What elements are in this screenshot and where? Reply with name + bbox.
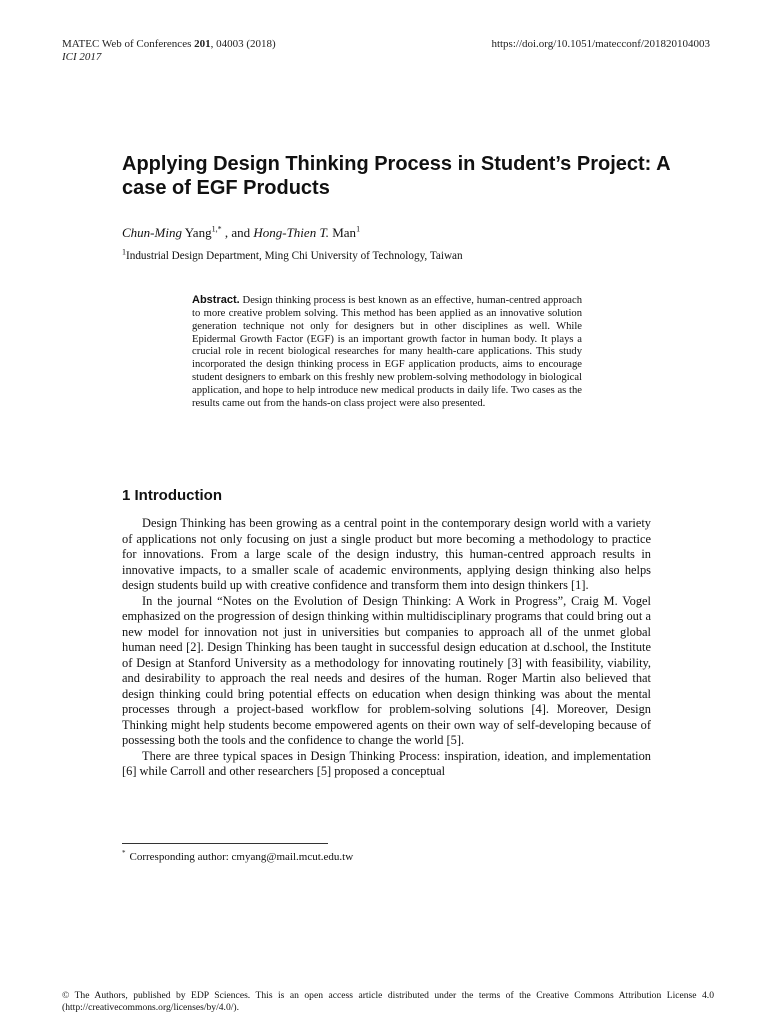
author-list xyxy=(122,225,360,241)
footnote-divider xyxy=(122,843,328,844)
author1-given-name: Chun-Ming xyxy=(122,225,182,240)
footnote xyxy=(122,851,353,864)
conference-name: ICI 2017 xyxy=(62,51,102,63)
journal-prefix: MATEC Web of Conferences xyxy=(62,38,195,50)
doi-link[interactable]: https://doi.org/10.1051/matecconf/201820104003 xyxy=(491,38,710,50)
footnote-mark: * xyxy=(122,849,126,858)
body-paragraph: Design Thinking has been growing as a central point in the contemporary design world with a variety of applications not only focusing on just a single product but more becoming a methodology to practice for innovations. From a large scale of the design industry, this human-centred approach results in innovative impacts, to a smaller scale of academic environments, applying design thinking also helps design students build up with creative confidence and transform them into design thinkers [1]. xyxy=(122,516,651,592)
license-notice: © The Authors, published by EDP Sciences. This is an open access article distributed under the terms of the Creative Commons Attribution License 4.0 (http://creativecommons.org/licenses/by/4.0/). xyxy=(62,990,714,1013)
body-paragraph: There are three typical spaces in Design Thinking Process: inspiration, ideation, and implementation [6] while Carroll and other researchers [5] proposed a conceptual xyxy=(122,748,651,778)
running-header-left xyxy=(62,38,276,64)
author1-family-name: Yang xyxy=(181,225,212,240)
abstract-text: Design thinking process is best known as an effective, human-centred approach to more creative problem solving. This method has been applied as an innovative solution generation technique not only for designers but in other disciplines as well. While Epidermal Growth Factor (EGF) is an important growth factor in human body. It plays a crucial role in recent biological researches for many health-care applications. This study incorporated the design thinking process in EGF application products, aims to encourage student designers to embark on this freshly new problem-solving methodology in biological application, and hope to help introduce new medical products in daily life. Two cases as the results came out from the hands-on class project were also presented. xyxy=(192,295,582,409)
journal-citation xyxy=(62,38,276,51)
paper-title: Applying Design Thinking Process in Student’s Project: A case of EGF Products xyxy=(122,153,670,199)
author2-given-name: Hong-Thien T. xyxy=(253,225,329,240)
author-separator: , and xyxy=(221,225,254,240)
article-ref: , 04003 (2018) xyxy=(210,38,276,50)
author1-affiliation-mark: 1,* xyxy=(211,224,222,234)
section-body xyxy=(122,516,651,780)
affiliation xyxy=(122,249,463,263)
body-paragraph: In the journal “Notes on the Evolution of Design Thinking: A Work in Progress”, Craig M. Vogel emphasized on the progression of design thinking within multidisciplinary programs that could bring out a new model for innovation not just in universities but companies to approach all of the unmet global human need [2]. Design Thinking has been taught in successful design education at d.school, the Institute of Design at Stanford University as a methodology for innovating routinely [3] with feasibility, viability, and desirability to approach the real needs and desires of the human. Roger Martin also believed that design thinking could bring potential effects on education when design thinking was about the mental processes through a project-based workflow for problem-solving solutions [4]. Moreover, Design Thinking might help students become empowered agents on their own way of self-developing because of possessing both the tools and the confidence to change the world [5]. xyxy=(122,593,651,747)
author2-affiliation-mark: 1 xyxy=(356,224,361,234)
section-heading-introduction: 1 Introduction xyxy=(122,487,222,504)
affiliation-mark: 1 xyxy=(122,247,126,257)
journal-volume: 201 xyxy=(194,38,211,50)
footnote-text: Corresponding author: cmyang@mail.mcut.edu.tw xyxy=(129,851,354,863)
abstract-label: Abstract. xyxy=(192,294,240,306)
author2-family-name: Man xyxy=(328,225,357,240)
affiliation-text: Industrial Design Department, Ming Chi University of Technology, Taiwan xyxy=(126,250,463,262)
abstract xyxy=(192,294,582,411)
